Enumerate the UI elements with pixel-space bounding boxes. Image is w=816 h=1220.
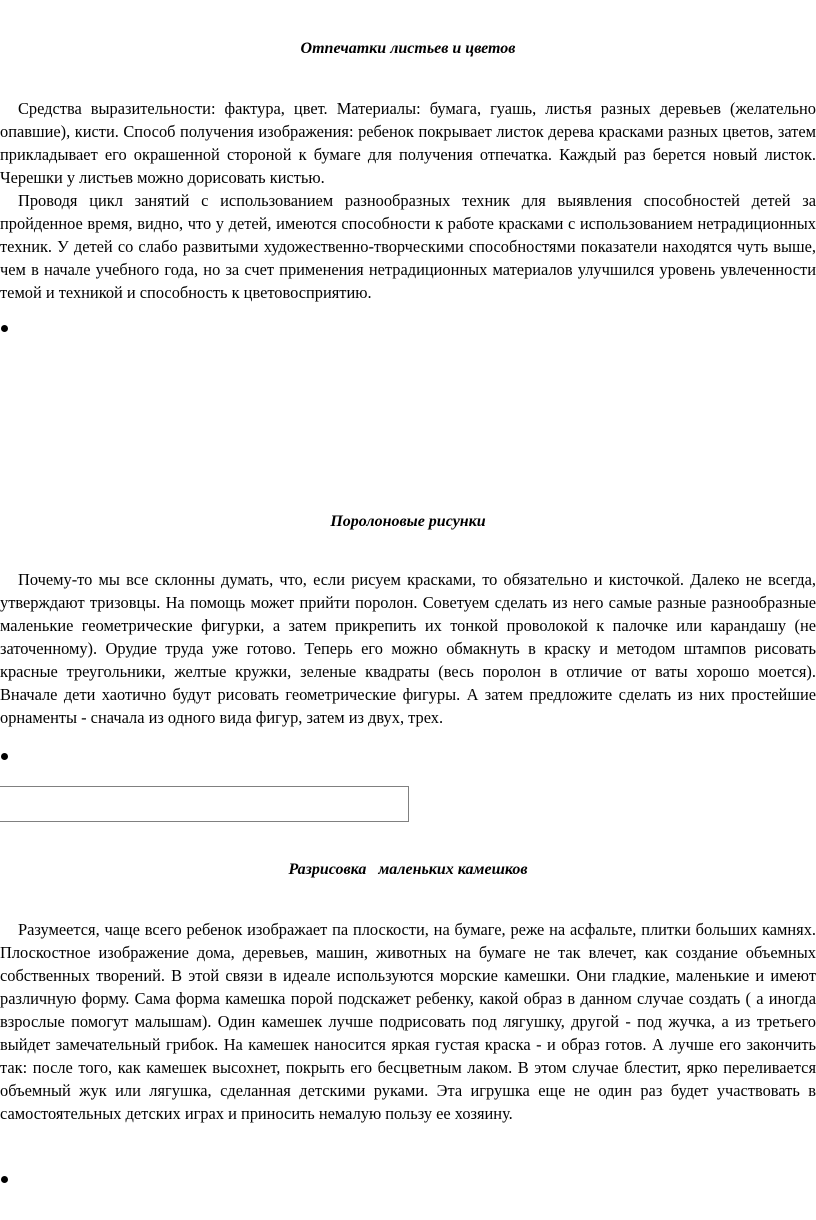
- section-text-leaf-prints: [0, 97, 816, 304]
- empty-frame: [0, 786, 409, 822]
- section-text-painting-pebbles: [0, 918, 816, 1125]
- bullet-icon: [1, 325, 8, 332]
- section-title-leaf-prints: Отпечатки листьев и цветов: [300, 40, 516, 57]
- paragraph: Проводя цикл занятий с использованием разнообразных техник для выявления способностей детей за пройденное время, видно, что у детей, имеются способности к работе красками с использованием нетрадиционных техник. У детей со слабо развитыми художественно-творческими способностями показатели находятся чуть выше, чем в начале учебного года, но за счет применения нетрадиционных материалов улучшился уровень увлеченности темой и техникой и способность к цветовосприятию.: [0, 191, 816, 302]
- section-title-painting-pebbles: Разрисовка маленьких камешков: [288, 861, 528, 878]
- paragraph: Почему-то мы все склонны думать, что, если рисуем красками, то обязательно и кисточкой. Далеко не всегда, утверждают тризовцы. На помощь может прийти поролон. Советуем сделать из него самые разные разнообразные маленькие геометрические фигурки, а затем прикрепить их тонкой проволокой к палочке или карандашу (не заточенному). Орудие труда уже готово. Теперь его можно обмакнуть в краску и методом штампов рисовать красные треугольники, желтые кружки, зеленые квадраты (весь поролон в отличие от ваты хорошо моется). Вначале дети хаотично будут рисовать геометрические фигуры. А затем предложите сделать из них простейшие орнаменты - сначала из одного вида фигур, затем из двух, трех.: [0, 570, 816, 727]
- paragraph: Средства выразительности: фактура, цвет. Материалы: бумага, гуашь, листья разных деревьев (желательно опавшие), кисти. Способ получения изображения: ребенок покрывает листок дерева красками разных цветов, затем прикладывает его окрашенной стороной к бумаге для получения отпечатка. Каждый раз берется новый листок. Черешки у листьев можно дорисовать кистью.: [0, 99, 816, 187]
- section-text-foam-drawings: [0, 568, 816, 729]
- bullet-icon: [1, 1176, 8, 1183]
- paragraph: Разумеется, чаще всего ребенок изображает па плоскости, на бумаге, реже на асфальте, плитки больших камнях. Плоскостное изображение дома, деревьев, машин, животных на бумаге не так влечет, как создание объемных собственных творений. В этой связи в идеале используются морские камешки. Они гладкие, маленькие и имеют различную форму. Сама форма камешка порой подскажет ребенку, какой образ в данном случае создать ( а иногда взрослые помогут малышам). Один камешек лучше подрисовать под лягушку, другой - под жучка, а из третьего выйдет замечательный грибок. На камешек наносится яркая густая краска - и образ готов. А лучше его закончить так: после того, как камешек высохнет, покрыть его бесцветным лаком. В этом случае блестит, ярко переливается объемный жук или лягушка, сделанная детскими руками. Эта игрушка еще не один раз будет участвовать в самостоятельных детских играх и приносить немалую пользу ее хозяину.: [0, 920, 816, 1123]
- section-title-foam-drawings: Поролоновые рисунки: [330, 513, 486, 530]
- bullet-icon: [1, 753, 8, 760]
